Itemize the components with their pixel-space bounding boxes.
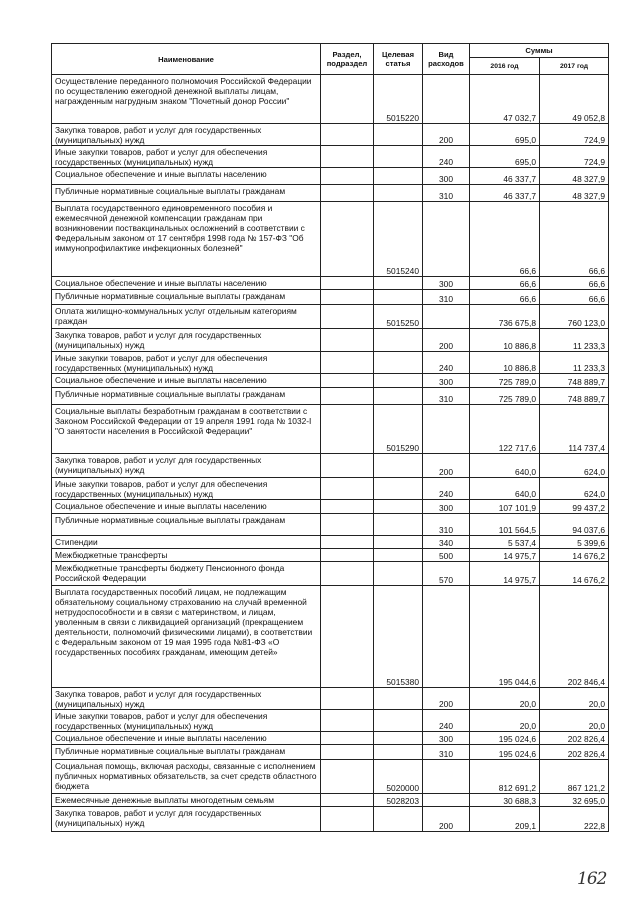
row-section bbox=[321, 305, 374, 329]
row-target bbox=[374, 500, 423, 514]
row-name: Социальное обеспечение и иные выплаты населению bbox=[52, 732, 321, 745]
row-vr: 240 bbox=[423, 710, 470, 732]
row-sum-2017: 202 846,4 bbox=[540, 586, 609, 688]
row-section bbox=[321, 374, 374, 388]
table-row bbox=[52, 124, 609, 146]
row-sum-2016: 209,1 bbox=[470, 807, 540, 832]
row-target bbox=[374, 374, 423, 388]
row-vr: 240 bbox=[423, 352, 470, 374]
row-target bbox=[374, 710, 423, 732]
row-sum-2016: 46 337,7 bbox=[470, 168, 540, 185]
row-target: 5015380 bbox=[374, 586, 423, 688]
row-target bbox=[374, 290, 423, 305]
row-name: Социальное обеспечение и иные выплаты населению bbox=[52, 277, 321, 290]
row-vr: 300 bbox=[423, 500, 470, 514]
row-section bbox=[321, 168, 374, 185]
row-sum-2017: 20,0 bbox=[540, 688, 609, 710]
row-sum-2017: 32 695,0 bbox=[540, 794, 609, 807]
row-section bbox=[321, 454, 374, 478]
row-sum-2016: 107 101,9 bbox=[470, 500, 540, 514]
row-sum-2017: 94 037,6 bbox=[540, 514, 609, 536]
row-sum-2017: 748 889,7 bbox=[540, 388, 609, 405]
row-name: Выплата государственных пособий лицам, не подлежащим обязательному социальному страхованию на случай временной нетрудоспособности и в связи с материнством, и лицам, уволенным в связи с ликвидацией организаций (прекращением деятельности, полномочий физическими лицами), в соответствии с Федеральным законом от 19 мая 1995 года №81-ФЗ «О государственных пособиях гражданам, имеющим детей» bbox=[52, 586, 321, 688]
row-sum-2017: 624,0 bbox=[540, 478, 609, 500]
row-target: 5015220 bbox=[374, 75, 423, 124]
table-row bbox=[52, 688, 609, 710]
row-sum-2016: 66,6 bbox=[470, 277, 540, 290]
row-target bbox=[374, 185, 423, 202]
row-sum-2017: 48 327,9 bbox=[540, 168, 609, 185]
row-section bbox=[321, 146, 374, 168]
row-vr: 570 bbox=[423, 562, 470, 586]
row-target bbox=[374, 514, 423, 536]
row-section bbox=[321, 794, 374, 807]
row-vr: 500 bbox=[423, 549, 470, 562]
row-sum-2016: 14 975,7 bbox=[470, 549, 540, 562]
row-sum-2016: 725 789,0 bbox=[470, 374, 540, 388]
header-year-2016: 2016 год bbox=[470, 58, 540, 75]
row-sum-2016: 195 024,6 bbox=[470, 745, 540, 760]
row-target: 5020000 bbox=[374, 760, 423, 794]
row-sum-2016: 20,0 bbox=[470, 710, 540, 732]
row-sum-2017: 14 676,2 bbox=[540, 549, 609, 562]
row-sum-2016: 10 886,8 bbox=[470, 352, 540, 374]
row-sum-2017: 867 121,2 bbox=[540, 760, 609, 794]
row-sum-2016: 725 789,0 bbox=[470, 388, 540, 405]
row-section bbox=[321, 290, 374, 305]
row-sum-2017: 11 233,3 bbox=[540, 352, 609, 374]
row-vr: 240 bbox=[423, 146, 470, 168]
row-section bbox=[321, 405, 374, 454]
table-row bbox=[52, 745, 609, 760]
row-sum-2016: 66,6 bbox=[470, 290, 540, 305]
table-row bbox=[52, 454, 609, 478]
row-name: Иные закупки товаров, работ и услуг для обеспечения государственных (муниципальных) нужд bbox=[52, 710, 321, 732]
row-name: Публичные нормативные социальные выплаты гражданам bbox=[52, 514, 321, 536]
row-sum-2016: 14 975,7 bbox=[470, 562, 540, 586]
table-row bbox=[52, 202, 609, 277]
table-row bbox=[52, 290, 609, 305]
row-vr: 200 bbox=[423, 454, 470, 478]
row-vr: 340 bbox=[423, 536, 470, 549]
row-name: Социальное обеспечение и иные выплаты населению bbox=[52, 168, 321, 185]
row-sum-2016: 736 675,8 bbox=[470, 305, 540, 329]
row-section bbox=[321, 710, 374, 732]
row-name: Публичные нормативные социальные выплаты гражданам bbox=[52, 185, 321, 202]
table-row bbox=[52, 185, 609, 202]
row-name: Закупка товаров, работ и услуг для государственных (муниципальных) нужд bbox=[52, 454, 321, 478]
row-target bbox=[374, 329, 423, 352]
row-name: Публичные нормативные социальные выплаты гражданам bbox=[52, 388, 321, 405]
row-sum-2016: 695,0 bbox=[470, 146, 540, 168]
row-vr: 310 bbox=[423, 388, 470, 405]
row-vr bbox=[423, 760, 470, 794]
header-year-2017: 2017 год bbox=[540, 58, 609, 75]
row-sum-2016: 101 564,5 bbox=[470, 514, 540, 536]
table-row bbox=[52, 277, 609, 290]
row-section bbox=[321, 745, 374, 760]
row-name: Закупка товаров, работ и услуг для государственных (муниципальных) нужд bbox=[52, 124, 321, 146]
table-row bbox=[52, 514, 609, 536]
header-section: Раздел, подраздел bbox=[321, 44, 374, 75]
row-section bbox=[321, 75, 374, 124]
row-section bbox=[321, 514, 374, 536]
table-row bbox=[52, 146, 609, 168]
row-section bbox=[321, 478, 374, 500]
row-sum-2017: 5 399,6 bbox=[540, 536, 609, 549]
row-section bbox=[321, 760, 374, 794]
row-vr bbox=[423, 586, 470, 688]
row-sum-2016: 66,6 bbox=[470, 202, 540, 277]
row-section bbox=[321, 732, 374, 745]
row-sum-2017: 114 737,4 bbox=[540, 405, 609, 454]
row-name: Иные закупки товаров, работ и услуг для обеспечения государственных (муниципальных) нужд bbox=[52, 478, 321, 500]
row-target: 5015290 bbox=[374, 405, 423, 454]
table-row bbox=[52, 305, 609, 329]
row-section bbox=[321, 352, 374, 374]
table-row bbox=[52, 75, 609, 124]
row-section bbox=[321, 202, 374, 277]
row-sum-2016: 640,0 bbox=[470, 478, 540, 500]
row-target bbox=[374, 536, 423, 549]
row-section bbox=[321, 124, 374, 146]
row-name: Социальная помощь, включая расходы, связанные с исполнением публичных нормативных обязательств, за счет средств областного бюджета bbox=[52, 760, 321, 794]
budget-table bbox=[51, 43, 609, 832]
table-row bbox=[52, 807, 609, 832]
table-row bbox=[52, 388, 609, 405]
row-sum-2016: 30 688,3 bbox=[470, 794, 540, 807]
row-sum-2016: 195 044,6 bbox=[470, 586, 540, 688]
row-sum-2016: 122 717,6 bbox=[470, 405, 540, 454]
row-target bbox=[374, 562, 423, 586]
table-row bbox=[52, 586, 609, 688]
row-sum-2017: 222,8 bbox=[540, 807, 609, 832]
row-section bbox=[321, 536, 374, 549]
table-row bbox=[52, 536, 609, 549]
table-row bbox=[52, 710, 609, 732]
table-row bbox=[52, 760, 609, 794]
table-row bbox=[52, 329, 609, 352]
row-sum-2017: 624,0 bbox=[540, 454, 609, 478]
row-sum-2017: 760 123,0 bbox=[540, 305, 609, 329]
row-name: Осуществление переданного полномочия Российской Федерации по осуществлению ежегодной денежной выплаты лицам, награжденным нагрудным знаком "Почетный донор России" bbox=[52, 75, 321, 124]
table-row bbox=[52, 405, 609, 454]
row-name: Публичные нормативные социальные выплаты гражданам bbox=[52, 290, 321, 305]
row-sum-2017: 20,0 bbox=[540, 710, 609, 732]
table-row bbox=[52, 794, 609, 807]
row-target bbox=[374, 168, 423, 185]
row-name: Ежемесячные денежные выплаты многодетным семьям bbox=[52, 794, 321, 807]
row-sum-2016: 812 691,2 bbox=[470, 760, 540, 794]
row-sum-2016: 20,0 bbox=[470, 688, 540, 710]
row-sum-2017: 11 233,3 bbox=[540, 329, 609, 352]
row-sum-2016: 195 024,6 bbox=[470, 732, 540, 745]
row-sum-2017: 66,6 bbox=[540, 290, 609, 305]
row-sum-2016: 5 537,4 bbox=[470, 536, 540, 549]
row-name: Закупка товаров, работ и услуг для государственных (муниципальных) нужд bbox=[52, 807, 321, 832]
row-sum-2017: 48 327,9 bbox=[540, 185, 609, 202]
row-section bbox=[321, 185, 374, 202]
row-sum-2017: 724,9 bbox=[540, 124, 609, 146]
row-target bbox=[374, 807, 423, 832]
row-vr bbox=[423, 75, 470, 124]
table-row bbox=[52, 562, 609, 586]
row-vr: 310 bbox=[423, 514, 470, 536]
table-row bbox=[52, 352, 609, 374]
row-target bbox=[374, 454, 423, 478]
row-vr: 310 bbox=[423, 745, 470, 760]
table-row bbox=[52, 549, 609, 562]
row-target bbox=[374, 478, 423, 500]
row-sum-2017: 49 052,8 bbox=[540, 75, 609, 124]
row-section bbox=[321, 500, 374, 514]
row-target bbox=[374, 732, 423, 745]
row-section bbox=[321, 277, 374, 290]
row-sum-2017: 202 826,4 bbox=[540, 745, 609, 760]
row-sum-2016: 640,0 bbox=[470, 454, 540, 478]
table-row bbox=[52, 478, 609, 500]
row-sum-2017: 202 826,4 bbox=[540, 732, 609, 745]
row-name: Социальные выплаты безработным гражданам в соответствии с Законом Российской Федерации от 19 апреля 1991 года № 1032-I "О занятости населения в Российской Федерации" bbox=[52, 405, 321, 454]
row-section bbox=[321, 562, 374, 586]
table-row bbox=[52, 374, 609, 388]
row-target bbox=[374, 146, 423, 168]
row-target bbox=[374, 688, 423, 710]
row-sum-2017: 14 676,2 bbox=[540, 562, 609, 586]
header-target: Целевая статья bbox=[374, 44, 423, 75]
row-name: Межбюджетные трансферты бюджету Пенсионного фонда Российской Федерации bbox=[52, 562, 321, 586]
row-name: Стипендии bbox=[52, 536, 321, 549]
row-vr: 200 bbox=[423, 688, 470, 710]
header-vr: Вид расходов bbox=[423, 44, 470, 75]
row-name: Социальное обеспечение и иные выплаты населению bbox=[52, 500, 321, 514]
row-target bbox=[374, 277, 423, 290]
table-body bbox=[52, 75, 609, 832]
row-sum-2017: 748 889,7 bbox=[540, 374, 609, 388]
row-section bbox=[321, 807, 374, 832]
row-name: Закупка товаров, работ и услуг для государственных (муниципальных) нужд bbox=[52, 329, 321, 352]
budget-table-sheet bbox=[51, 43, 608, 832]
row-target bbox=[374, 388, 423, 405]
row-vr bbox=[423, 405, 470, 454]
row-name: Социальное обеспечение и иные выплаты населению bbox=[52, 374, 321, 388]
row-vr: 310 bbox=[423, 290, 470, 305]
table-row bbox=[52, 500, 609, 514]
row-sum-2017: 66,6 bbox=[540, 277, 609, 290]
row-vr bbox=[423, 794, 470, 807]
page-number: 162 bbox=[577, 869, 607, 889]
row-sum-2017: 66,6 bbox=[540, 202, 609, 277]
row-vr: 310 bbox=[423, 185, 470, 202]
row-vr bbox=[423, 305, 470, 329]
row-vr: 300 bbox=[423, 374, 470, 388]
row-target: 5028203 bbox=[374, 794, 423, 807]
row-name: Иные закупки товаров, работ и услуг для обеспечения государственных (муниципальных) нужд bbox=[52, 146, 321, 168]
row-vr: 200 bbox=[423, 124, 470, 146]
row-vr: 300 bbox=[423, 732, 470, 745]
row-target: 5015250 bbox=[374, 305, 423, 329]
row-name: Оплата жилищно-коммунальных услуг отдельным категориям граждан bbox=[52, 305, 321, 329]
row-name: Межбюджетные трансферты bbox=[52, 549, 321, 562]
row-target bbox=[374, 124, 423, 146]
row-sum-2016: 10 886,8 bbox=[470, 329, 540, 352]
row-section bbox=[321, 586, 374, 688]
row-name: Выплата государственного единовременного пособия и ежемесячной денежной компенсации гражданам при возникновении поствакцинальных осложнений в соответствии с Федеральным законом от 17 сентября 1998 года № 157-ФЗ "Об иммунопрофилактике инфекционных болезней" bbox=[52, 202, 321, 277]
row-vr: 200 bbox=[423, 329, 470, 352]
header-name: Наименование bbox=[52, 44, 321, 75]
row-vr: 200 bbox=[423, 807, 470, 832]
row-section bbox=[321, 688, 374, 710]
row-target bbox=[374, 549, 423, 562]
row-sum-2017: 99 437,2 bbox=[540, 500, 609, 514]
row-vr: 300 bbox=[423, 277, 470, 290]
row-vr bbox=[423, 202, 470, 277]
row-sum-2016: 47 032,7 bbox=[470, 75, 540, 124]
row-vr: 240 bbox=[423, 478, 470, 500]
row-target bbox=[374, 745, 423, 760]
row-sum-2017: 724,9 bbox=[540, 146, 609, 168]
row-section bbox=[321, 388, 374, 405]
row-vr: 300 bbox=[423, 168, 470, 185]
row-target: 5015240 bbox=[374, 202, 423, 277]
table-row bbox=[52, 168, 609, 185]
row-sum-2016: 695,0 bbox=[470, 124, 540, 146]
row-sum-2016: 46 337,7 bbox=[470, 185, 540, 202]
row-name: Иные закупки товаров, работ и услуг для обеспечения государственных (муниципальных) нужд bbox=[52, 352, 321, 374]
row-name: Публичные нормативные социальные выплаты гражданам bbox=[52, 745, 321, 760]
row-section bbox=[321, 329, 374, 352]
row-name: Закупка товаров, работ и услуг для государственных (муниципальных) нужд bbox=[52, 688, 321, 710]
header-sums: Суммы bbox=[470, 44, 609, 58]
table-row bbox=[52, 732, 609, 745]
row-target bbox=[374, 352, 423, 374]
row-section bbox=[321, 549, 374, 562]
